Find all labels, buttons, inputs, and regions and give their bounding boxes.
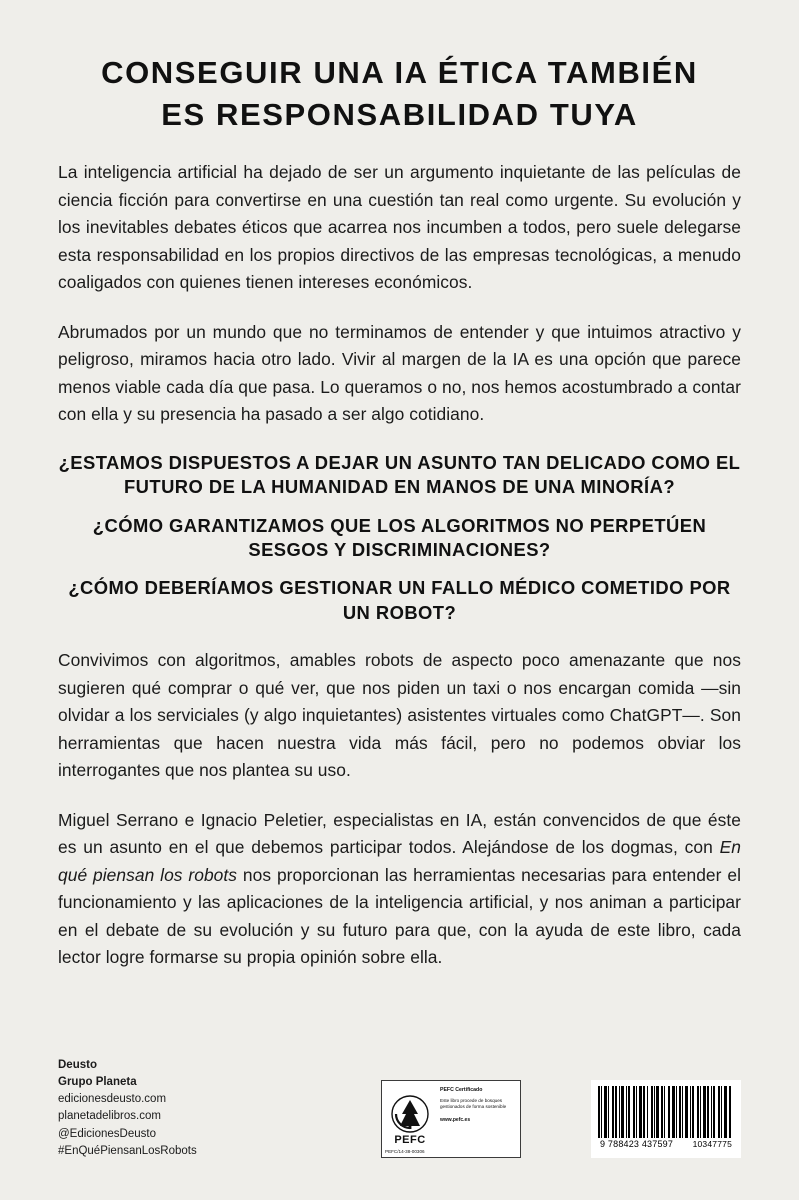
intro-paragraph-2: Abrumados por un mundo que no terminamos de entender y que intuimos atractivo y peligroso, miramos hacia otro lado. Vivir al margen de la IA es una opción que parece menos viable cada día que pasa. Lo queramos o no, nos hemos acostumbrado a contar con ella y su presencia ha pasado a ser algo cotidiano. — [58, 321, 741, 425]
authors-paragraph — [58, 807, 741, 972]
imprint-block — [58, 1057, 197, 1161]
authors-paragraph-after: nos proporcionan las herramientas necesarias para entender el funcionamiento y las aplicaciones de la inteligencia artificial, y nos animan a participar en el debate de su evolución y su futuro para que, con la ayuda de este libro, cada lector logre formarse su propia opinión sobre ella. — [58, 864, 741, 968]
headline-line-1: CONSEGUIR UNA IA ÉTICA TAMBIÉN — [101, 55, 698, 90]
pefc-text-block — [438, 1081, 520, 1157]
pefc-tree-icon — [391, 1095, 429, 1133]
question-1: ¿ESTAMOS DISPUESTOS A DEJAR UN ASUNTO TAN DELICADO COMO EL FUTURO DE LA HUMANIDAD EN MANOS DE UNA MINORÍA? — [58, 451, 741, 498]
question-2: ¿CÓMO GARANTIZAMOS QUE LOS ALGORITMOS NO PERPETÚEN SESGOS Y DISCRIMINACIONES? — [92, 514, 707, 560]
body-paragraph-3: Convivimos con algoritmos, amables robots de aspecto poco amenazante que nos sugieren qué comprar o qué ver, que nos piden un taxi o nos encargan comida —sin olvidar a los serviciales (y algo inquietantes) asistentes virtuales como ChatGPT—. Son herramientas que hacen nuestra vida más fácil, pero no podemos obviar los interrogantes que nos plantea su uso. — [58, 650, 741, 781]
question-3: ¿CÓMO DEBERÍAMOS GESTIONAR UN FALLO MÉDICO COMETIDO POR UN ROBOT? — [68, 577, 731, 623]
pefc-certification-box — [381, 1080, 521, 1158]
publisher-website-2: planetadelibros.com — [58, 1110, 161, 1123]
pefc-description: Este libro procede de bosques gestionados de forma sostenible — [440, 1097, 507, 1110]
isbn-barcode — [591, 1080, 741, 1158]
page-title — [58, 52, 741, 135]
pefc-code: PEFC/14-38-00306 — [385, 1149, 425, 1154]
book-title-italic: En qué piensan los robots — [58, 837, 741, 885]
pefc-wordmark: PEFC — [394, 1134, 426, 1146]
intro-paragraph-1: La inteligencia artificial ha dejado de ser un argumento inquietante de las películas de ciencia ficción para convertirse en una cuestión tan real como urgente. Su evolución y los inevitables debates éticos que acarrea nos incumben a todos, pero suele delegarse esta responsabilidad en los propios directivos de las empresas tecnológicas, a menudo coaligados con quienes tienen intereses económicos. — [58, 162, 741, 293]
barcode-right-code: 10347775 — [692, 1139, 732, 1149]
headline-line-2: ES RESPONSABILIDAD TUYA — [161, 96, 638, 132]
publisher-name: Deusto — [58, 1058, 97, 1071]
pefc-url: www.pefc.es — [440, 1116, 471, 1123]
authors-paragraph-before: Miguel Serrano e Ignacio Peletier, especialistas en IA, están convencidos de que éste es un asunto en el que debemos participar todos. Alejándose de los dogmas, con — [58, 809, 741, 858]
pefc-certified-label: PEFC Certificado — [440, 1087, 483, 1093]
isbn-digits: 9 788423 437597 — [600, 1139, 674, 1149]
barcode-bars — [598, 1086, 734, 1138]
publisher-website-1: edicionesdeusto.com — [58, 1093, 167, 1105]
barcode-numbers — [598, 1138, 734, 1149]
pefc-logo — [382, 1081, 438, 1157]
publisher-group: Grupo Planeta — [58, 1075, 137, 1088]
cover-footer — [0, 1050, 799, 1200]
questions-block — [58, 451, 741, 626]
book-hashtag: #EnQuéPiensanLosRobots — [58, 1144, 197, 1157]
publisher-social-handle: @EdicionesDeusto — [58, 1127, 156, 1140]
